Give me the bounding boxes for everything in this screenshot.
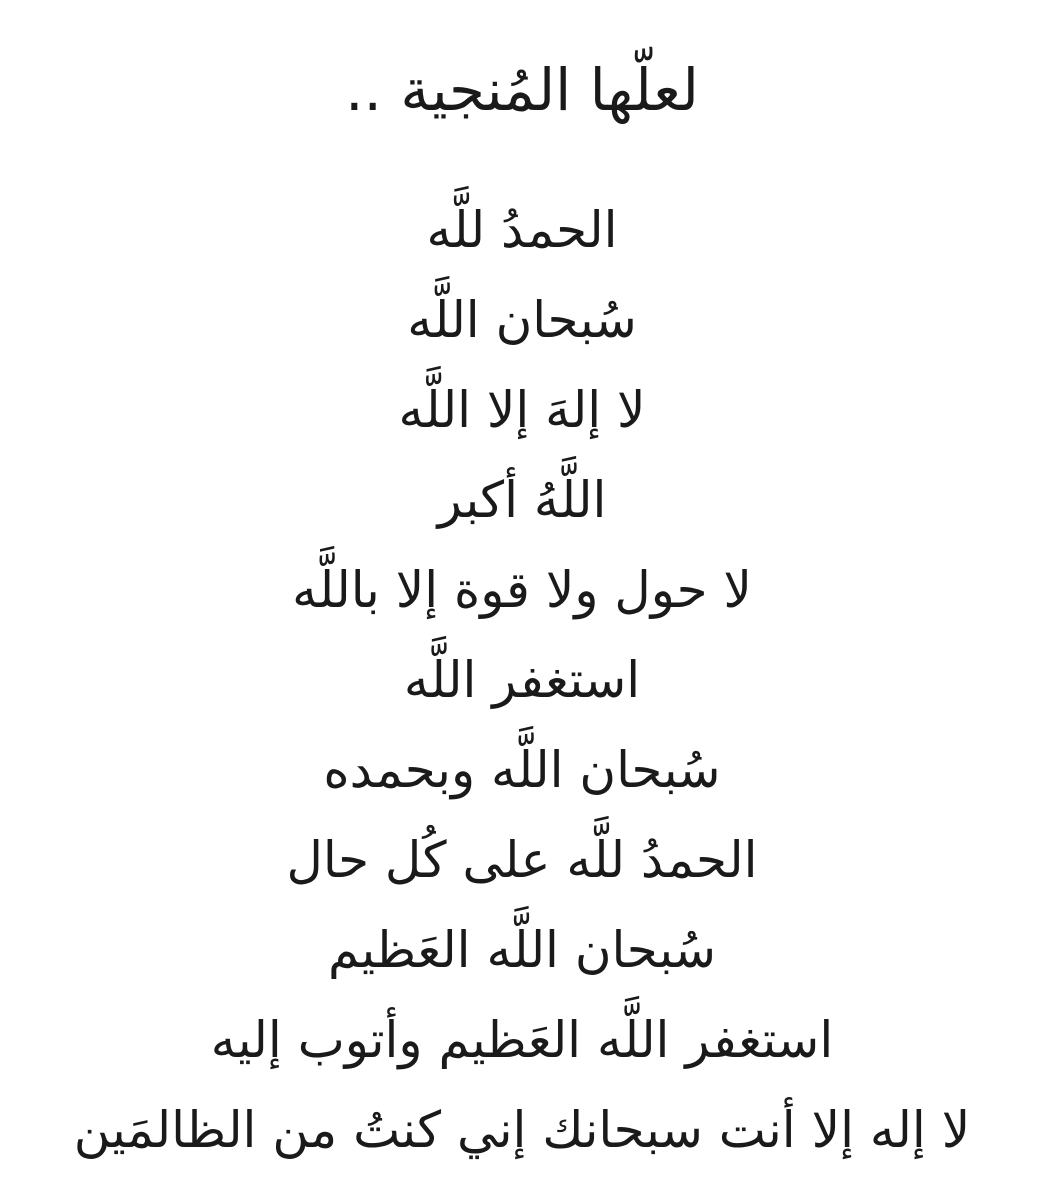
dhikr-line: سُبحان اللَّه وبحمده [323,741,721,799]
dhikr-line: الحمدُ للَّه [426,201,618,259]
dhikr-line: لا حول ولا قوة إلا باللَّه [292,561,752,619]
page-title: لعلّها المُنجية .. [345,56,699,124]
dhikr-line: لا إله إلا أنت سبحانك إني كنتُ من الظالمَين [73,1101,971,1159]
dhikr-line: سُبحان اللَّه العَظيم [327,921,717,979]
dhikr-line: استغفر اللَّه [403,651,641,709]
dhikr-line: لا إلهَ إلا اللَّه [398,381,646,439]
dhikr-line: استغفر اللَّه العَظيم وأتوب إليه [210,1011,834,1069]
dhikr-line: الحمدُ للَّه على كُل حال [286,831,758,889]
dhikr-line: اللَّهُ أكبر [437,471,607,529]
adhkar-list [0,185,1044,1175]
dhikr-line: سُبحان اللَّه [407,291,637,349]
